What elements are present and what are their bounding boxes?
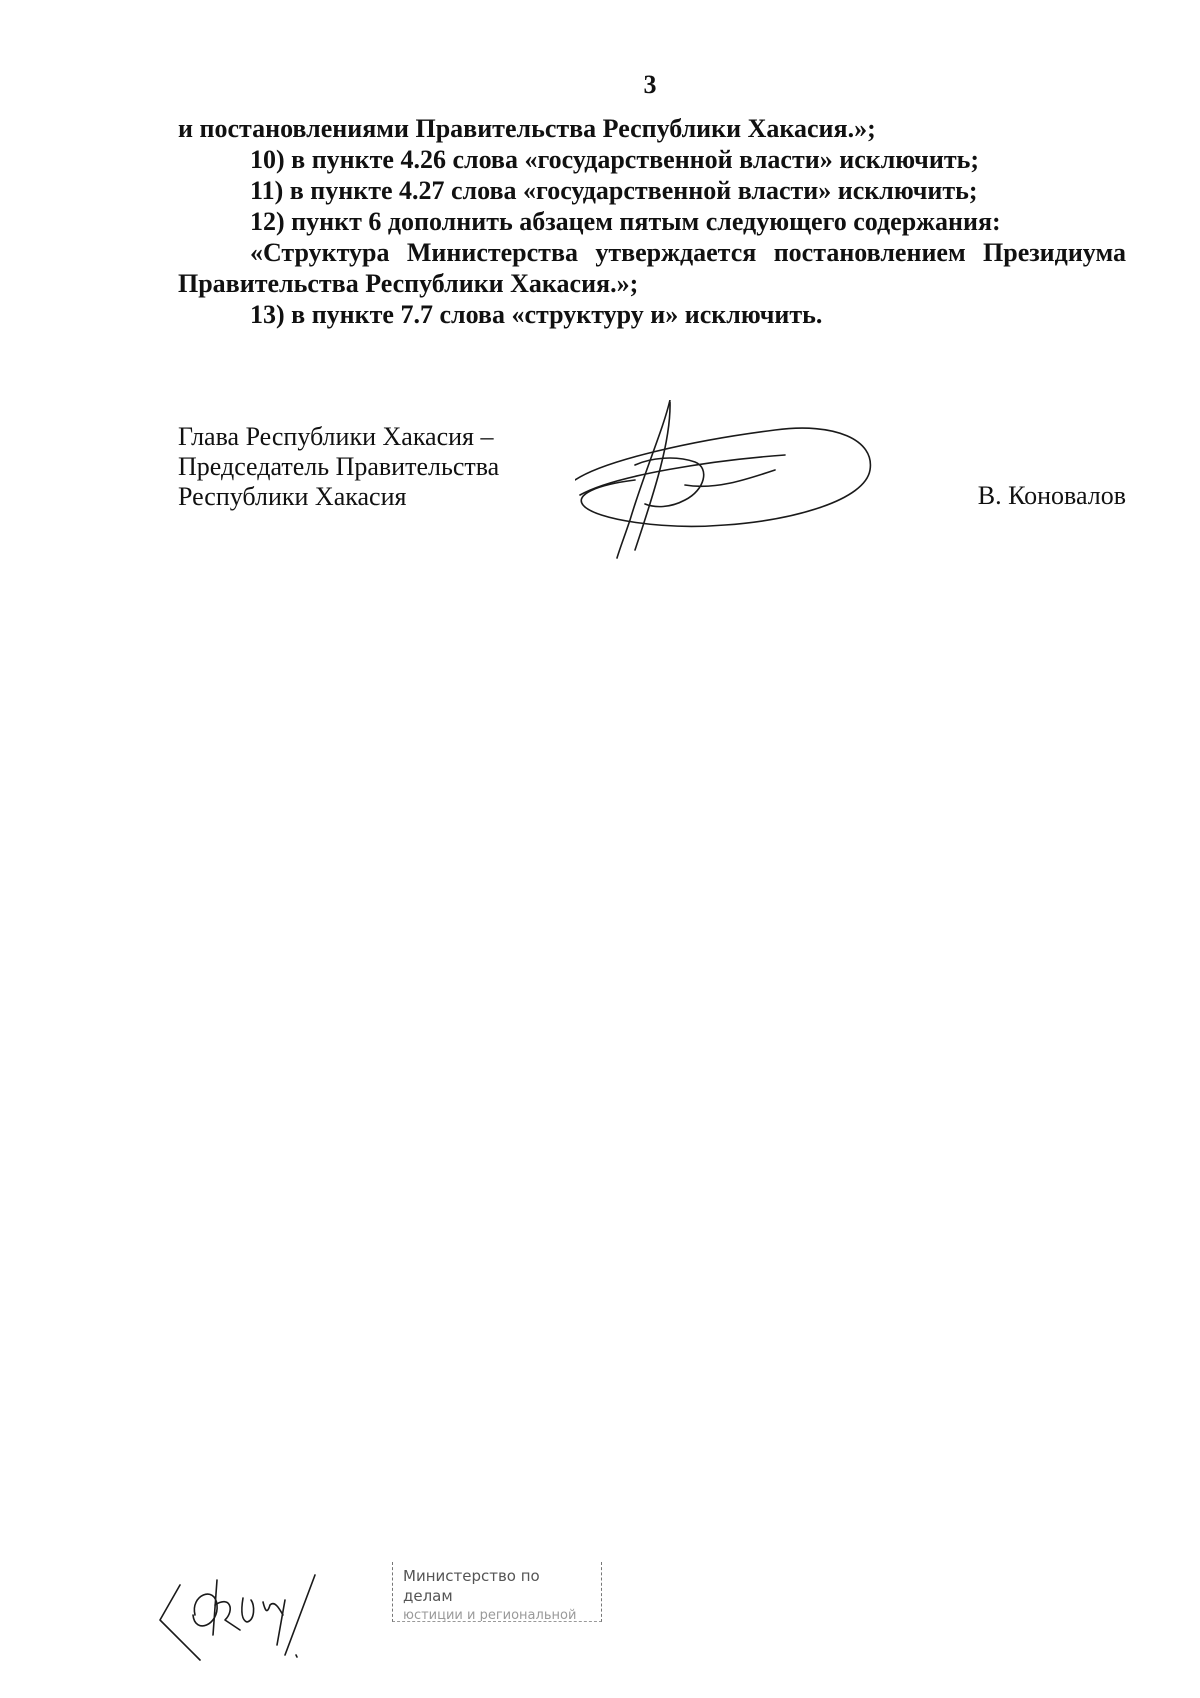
signer-title [178,422,499,512]
signer-title-line: Глава Республики Хакасия – [178,422,494,451]
handwritten-initials [155,1560,355,1670]
paragraph-item-12: 12) пункт 6 дополнить абзацем пятым следующего содержания: [250,207,1001,236]
stamp-line: Министерство по делам [403,1567,540,1605]
paragraph-item-10: 10) в пункте 4.26 слова «государственной власти» исключить; [250,145,980,174]
page-number: 3 [643,70,657,99]
stamp-line: юстиции и региональной [403,1608,577,1622]
handwritten-signature [575,400,875,560]
registration-stamp [392,1562,602,1622]
paragraph-item-13: 13) в пункте 7.7 слова «структуру и» исключить. [250,300,823,329]
paragraph-item-11: 11) в пункте 4.27 слова «государственной власти» исключить; [250,176,978,205]
signer-title-line: Республики Хакасия [178,482,407,511]
signer-name: В. Коновалов [977,481,1126,510]
paragraph-quote: «Структура Министерства утверждается постановлением Президиума Правительства Республики Хакасия.»; [178,238,1126,298]
document-body [178,113,1126,330]
signer-title-line: Председатель Правительства [178,452,500,481]
paragraph-continuation: и постановлениями Правительства Республики Хакасия.»; [178,114,876,143]
